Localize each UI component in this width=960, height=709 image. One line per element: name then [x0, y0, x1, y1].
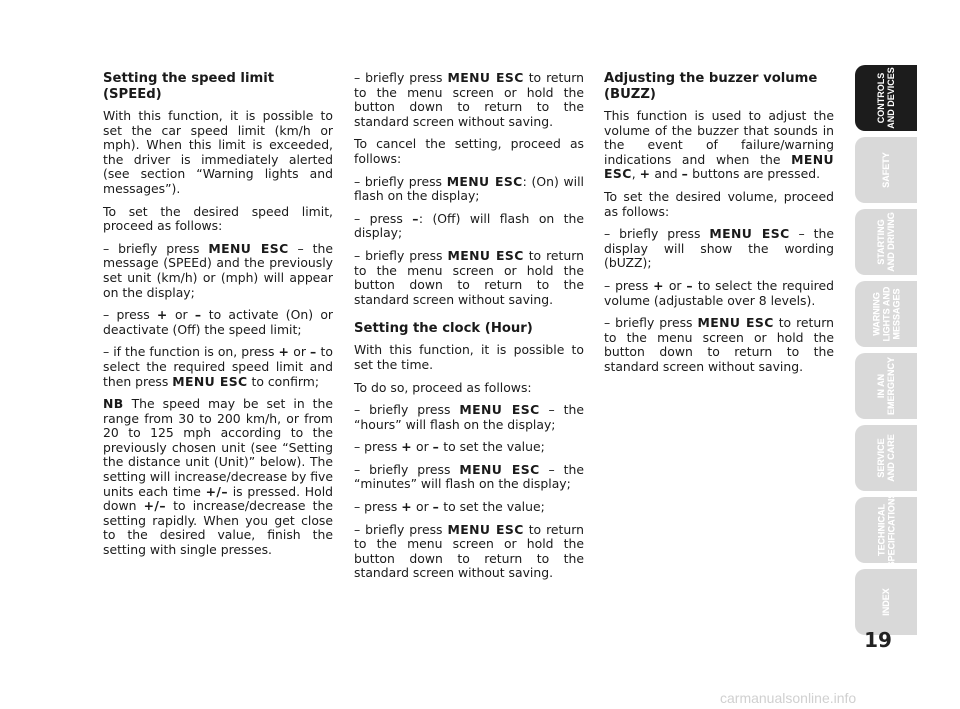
column-3	[604, 71, 834, 383]
watermark: carmanualsonline.info	[720, 690, 857, 706]
paragraph: To cancel the setting, proceed as follows:	[354, 136, 584, 166]
tab-technical-specifications[interactable]: TECHNICAL SPECIFICATIONS	[855, 497, 917, 563]
paragraph: – press + or – to select the required volume (adjustable over 8 levels).	[604, 277, 834, 308]
paragraph: – briefly press MENU ESC – the “hours” will flash on the display;	[354, 402, 584, 432]
section-tabs	[855, 65, 925, 641]
column-2	[354, 71, 584, 589]
paragraph: – press + or – to set the value;	[354, 499, 545, 515]
tab-starting-and-driving[interactable]: STARTING AND DRIVING	[855, 209, 917, 275]
paragraph: – briefly press MENU ESC: (On) will flash on the display;	[354, 173, 584, 204]
paragraph: With this function, it is possible to set the time.	[354, 342, 584, 372]
paragraph: – briefly press MENU ESC to return to the menu screen or hold the button down to return to the standard screen without saving.	[604, 315, 834, 374]
paragraph: To set the desired speed limit, proceed as follows:	[103, 203, 333, 234]
tab-safety[interactable]: SAFETY	[855, 137, 917, 203]
tab-in-an-emergency[interactable]: IN AN EMERGENCY	[855, 353, 917, 419]
section-heading-clock: Setting the clock (Hour)	[354, 321, 533, 337]
tab-service-and-care[interactable]: SERVICE AND CARE	[855, 425, 917, 491]
paragraph: To do so, proceed as follows:	[354, 379, 532, 395]
section-heading-speed-limit: Setting the speed limit (SPEEd)	[103, 71, 275, 102]
paragraph: – briefly press MENU ESC – the display will show the wording (bUZZ);	[604, 226, 834, 271]
paragraph: This function is used to adjust the volume of the buzzer that sounds in the event of failure/warning indications and when the MENU ESC, + and – buttons are pressed.	[604, 108, 834, 182]
paragraph: – briefly press MENU ESC – the “minutes” will flash on the display;	[354, 461, 584, 492]
paragraph: – briefly press MENU ESC to return to the menu screen or hold the button down to return to the standard screen without saving.	[354, 247, 584, 307]
page-number: 19	[864, 628, 892, 652]
column-1	[103, 71, 333, 566]
paragraph: – press + or – to set the value;	[354, 439, 545, 455]
paragraph: – press –: (Off) will flash on the display;	[354, 210, 584, 241]
section-heading-buzzer: Adjusting the buzzer volume (BUZZ)	[604, 71, 818, 102]
tab-controls-and-devices[interactable]: CONTROLS AND DEVICES	[855, 65, 917, 131]
tab-index[interactable]: INDEX	[855, 569, 917, 635]
paragraph: – if the function is on, press + or – to select the required speed limit and then press MENU ESC to confirm;	[103, 344, 333, 389]
paragraph: – briefly press MENU ESC to return to the menu screen or hold the button down to return to the standard screen without saving.	[354, 70, 584, 129]
paragraph: With this function, it is possible to set the car speed limit (km/h or mph). When this limit is exceeded, the driver is immediately alerted (see section “Warning lights and messages”).	[103, 108, 333, 196]
paragraph: – briefly press MENU ESC to return to the menu screen or hold the button down to return to the standard screen without saving.	[354, 521, 584, 581]
tab-warning-lights-and-messages[interactable]: WARNING LIGHTS AND MESSAGES	[855, 281, 917, 347]
note-paragraph: NB The speed may be set in the range from 30 to 200 km/h, or from 20 to 125 mph according to the previously chosen unit (see “Setting the distance unit (Unit)” below). The setting will increase/decrease by five units each time +/– is pressed. Hold down +/– to increase/decrease the setting rapidly. When you get close to the desired value, finish the setting with single presses.	[103, 396, 334, 558]
paragraph: – press + or – to activate (On) or deactivate (Off) the speed limit;	[103, 307, 333, 337]
paragraph: To set the desired volume, proceed as follows:	[604, 188, 834, 219]
paragraph: – briefly press MENU ESC – the message (SPEEd) and the previously set unit (km/h) or (mph) will appear on the display;	[103, 240, 333, 300]
